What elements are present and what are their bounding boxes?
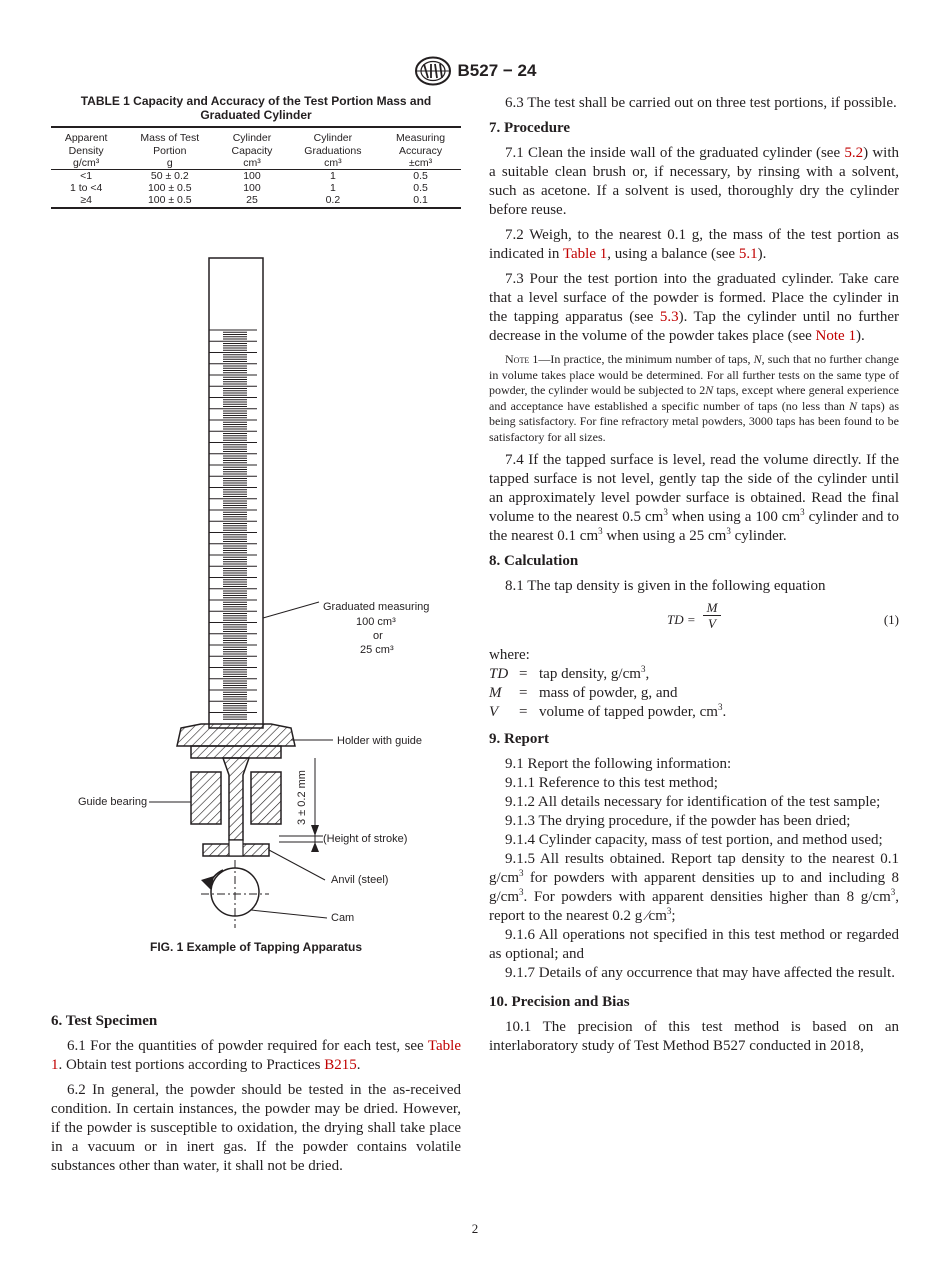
right-column [489,94,899,1062]
paragraph-9-1-5: 9.1.5 All results obtained. Report tap density to the nearest 0.1 $g/cm^3$ for powders with apparent densities up to and including 8 $g/cm^3$. For powders with apparent densities higher than 8 $g/cm^3$, report to the nearest 0.2 g $⁄cm^3$; [489,851,899,924]
table-cell: 25 [218,194,285,208]
table-cell: 100 ± 0.5 [147,182,192,194]
table-cell: 50 ± 0.2 [150,170,189,182]
section-8-title: 8. Calculation [489,553,579,569]
table-row [51,182,461,194]
table-cell: 0.1 [380,194,461,208]
table-header-cell: Mass of Test [121,127,218,145]
paragraph-9-1-7: 9.1.7 Details of any occurrence that may have affected the result. [505,965,895,981]
table-cell: 100 ± 0.5 [121,194,218,208]
left-column-text [51,1012,461,1182]
table-row [51,170,461,183]
table-header-cell: Apparent [51,127,121,145]
astm-logo-icon [414,56,452,86]
holder-label: Holder with guide [337,735,422,747]
section-6-title: 6. Test Specimen [51,1013,158,1029]
graduated-cylinder [209,258,263,728]
table-header-cell: Graduations [304,145,362,157]
table-cell: 1 [329,170,336,182]
paragraph-9-1-6: 9.1.6 All operations not specified in this test method or regarded as optional; and [489,927,899,962]
table-cell: 1 [329,182,336,194]
table-header-cell: Density [68,145,104,157]
table-header-cell: cm³ [218,157,285,170]
paragraph-10-1: 10.1 The precision of this test method is based on an interlaboratory study of Test Method B527 conducted in 2018, [489,1019,899,1054]
section-10-title: 10. Precision and Bias [489,994,630,1010]
table-header-cell: g/cm³ [51,157,121,170]
standard-code: B527 − 24 [457,61,537,80]
table-cell: 1 to <4 [69,182,103,194]
table-header-cell: Capacity [231,145,273,157]
table-cell: <1 [80,170,93,182]
guide-stem [223,758,249,840]
table-row [51,194,461,208]
capacity-table [51,126,461,209]
guide-bearing-right [251,772,281,824]
table-caption: TABLE 1 Capacity and Accuracy of the Test Portion Mass and Graduated Cylinder [80,94,432,122]
where-list: where: TD = tap density, $g/cm^3$, M = mass of powder, g, and V = volume of tapped powder, $cm^3$. [489,647,727,720]
table-header-cell: g [121,157,218,170]
ref-5-3-link[interactable]: 5.3 [659,309,679,325]
ref-5-2-link[interactable]: 5.2 [844,145,864,161]
table-1-link[interactable]: Table 1 [51,1038,461,1073]
paragraph-9-1-4: 9.1.4 Cylinder capacity, mass of test portion, and method used; [505,832,883,848]
anvil-label: Anvil (steel) [331,874,389,886]
holder-plate [191,746,281,758]
guide-bearing-label: Guide bearing [78,796,148,808]
table-header-cell: Measuring [380,127,461,145]
table-header-cell: Portion [153,145,187,157]
table-cell: ≥4 [51,194,121,208]
paragraph-7-3: 7.3 Pour the test portion into the graduated cylinder. Take care that a level surface of the powder is formed. Place the cylinder in the tapping apparatus (see 5.3). Tap the cylinder until no further decrease in the volume of the powder takes place (see Note 1). [489,271,899,344]
table-header-cell: ±cm³ [380,157,461,170]
note-1-link[interactable]: Note 1 [815,328,856,344]
page-number: 2 [471,1221,479,1236]
table-cell: 0.5 [413,182,428,194]
paragraph-9-1-1: 9.1.1 Reference to this test method; [505,775,718,791]
table-header-cell: Cylinder [218,127,285,145]
section-7-title: 7. Procedure [489,120,571,136]
equation-1: TD = $\frac{M}{V}$ (1) [667,600,899,631]
table-1-link[interactable]: Table 1 [562,246,608,262]
stroke-label: (Height of stroke) [323,833,408,845]
page-header [0,56,950,86]
paragraph-9-1-3: 9.1.3 The drying procedure, if the powder has been dried; [505,813,851,829]
note-1: Note 1—In practice, the minimum number of taps, N, such that no further change in volume takes place would be determined. For all further tests on the same type of powder, the cylinder would be subjected to 2N taps, except where general experience and acceptance have established a specific number of taps (no less than N taps) as being satisfactory. For fine refractory metal powders, 3000 taps has been found to be satisfactory for all sizes. [489,352,899,444]
guide-bearing-left [191,772,221,824]
b215-link[interactable]: B215 [324,1057,357,1073]
cylinder-label-line-3: or [373,630,383,642]
tapping-apparatus-figure [51,250,461,960]
cam-label: Cam [331,912,355,924]
cylinder-label-line-4: 25 cm³ [360,644,394,656]
table-cell: 100 [243,182,261,194]
paragraph-6-2: 6.2 In general, the powder should be tested in the as-received condition. In certain instances, the powder may be dried. However, if the powder is susceptible to oxidation, the drying shall take place in a vacuum or in inert gas. If the powder contains volatile substances other than water, it shall not be dried. [51,1082,461,1174]
table-cell: 0.5 [413,170,428,182]
table-header-cell: Cylinder [286,127,380,145]
figure-caption: FIG. 1 Example of Tapping Apparatus [149,940,363,954]
holder [177,724,295,746]
ref-5-1-link[interactable]: 5.1 [738,246,758,262]
paragraph-6-3: 6.3 The test shall be carried out on three test portions, if possible. [505,95,897,111]
paragraph-7-4: 7.4 If the tapped surface is level, read the volume directly. If the tapped surface is not level, gently tap the side of the cylinder until an approximately level powder surface is obtained. Read the final volume to the nearest 0.5 $cm^3$ when using a 100 $cm^3$ cylinder and to the nearest 0.1 $cm^3$ when using a 25 $cm^3$ cylinder. [489,452,899,544]
table-header-cell: Accuracy [398,145,443,157]
left-column [51,94,461,209]
paragraph-9-1-2: 9.1.2 All details necessary for identification of the test sample; [505,794,881,810]
paragraph-8-1: 8.1 The tap density is given in the following equation [505,578,826,594]
section-9-title: 9. Report [489,731,549,747]
paragraph-7-1: 7.1 Clean the inside wall of the graduated cylinder (see 5.2) with a suitable clean brush or, if necessary, by rinsing with a solvent, such as acetone. If a solvent is used, thoroughly dry the cylinder before reuse. [489,145,899,218]
table-cell: 100 [243,170,261,182]
table-cell: 0.2 [286,194,380,208]
stroke-dimension-label: 3 ± 0.2 mm [296,770,308,825]
cylinder-label-line-1: Graduated measuring [323,601,430,613]
paragraph-7-2: 7.2 Weigh, to the nearest 0.1 g, the mass of the test portion as indicated in Table 1, using a balance (see 5.1). [489,227,899,262]
paragraph-6-1: 6.1 For the quantities of powder required for each test, see Table 1. Obtain test portions according to Practices B215. [51,1038,461,1073]
cylinder-graduations [209,330,257,719]
paragraph-9-1: 9.1 Report the following information: [505,756,732,772]
table-header-cell: cm³ [286,157,380,170]
cylinder-label-line-2: 100 cm³ [356,616,396,628]
